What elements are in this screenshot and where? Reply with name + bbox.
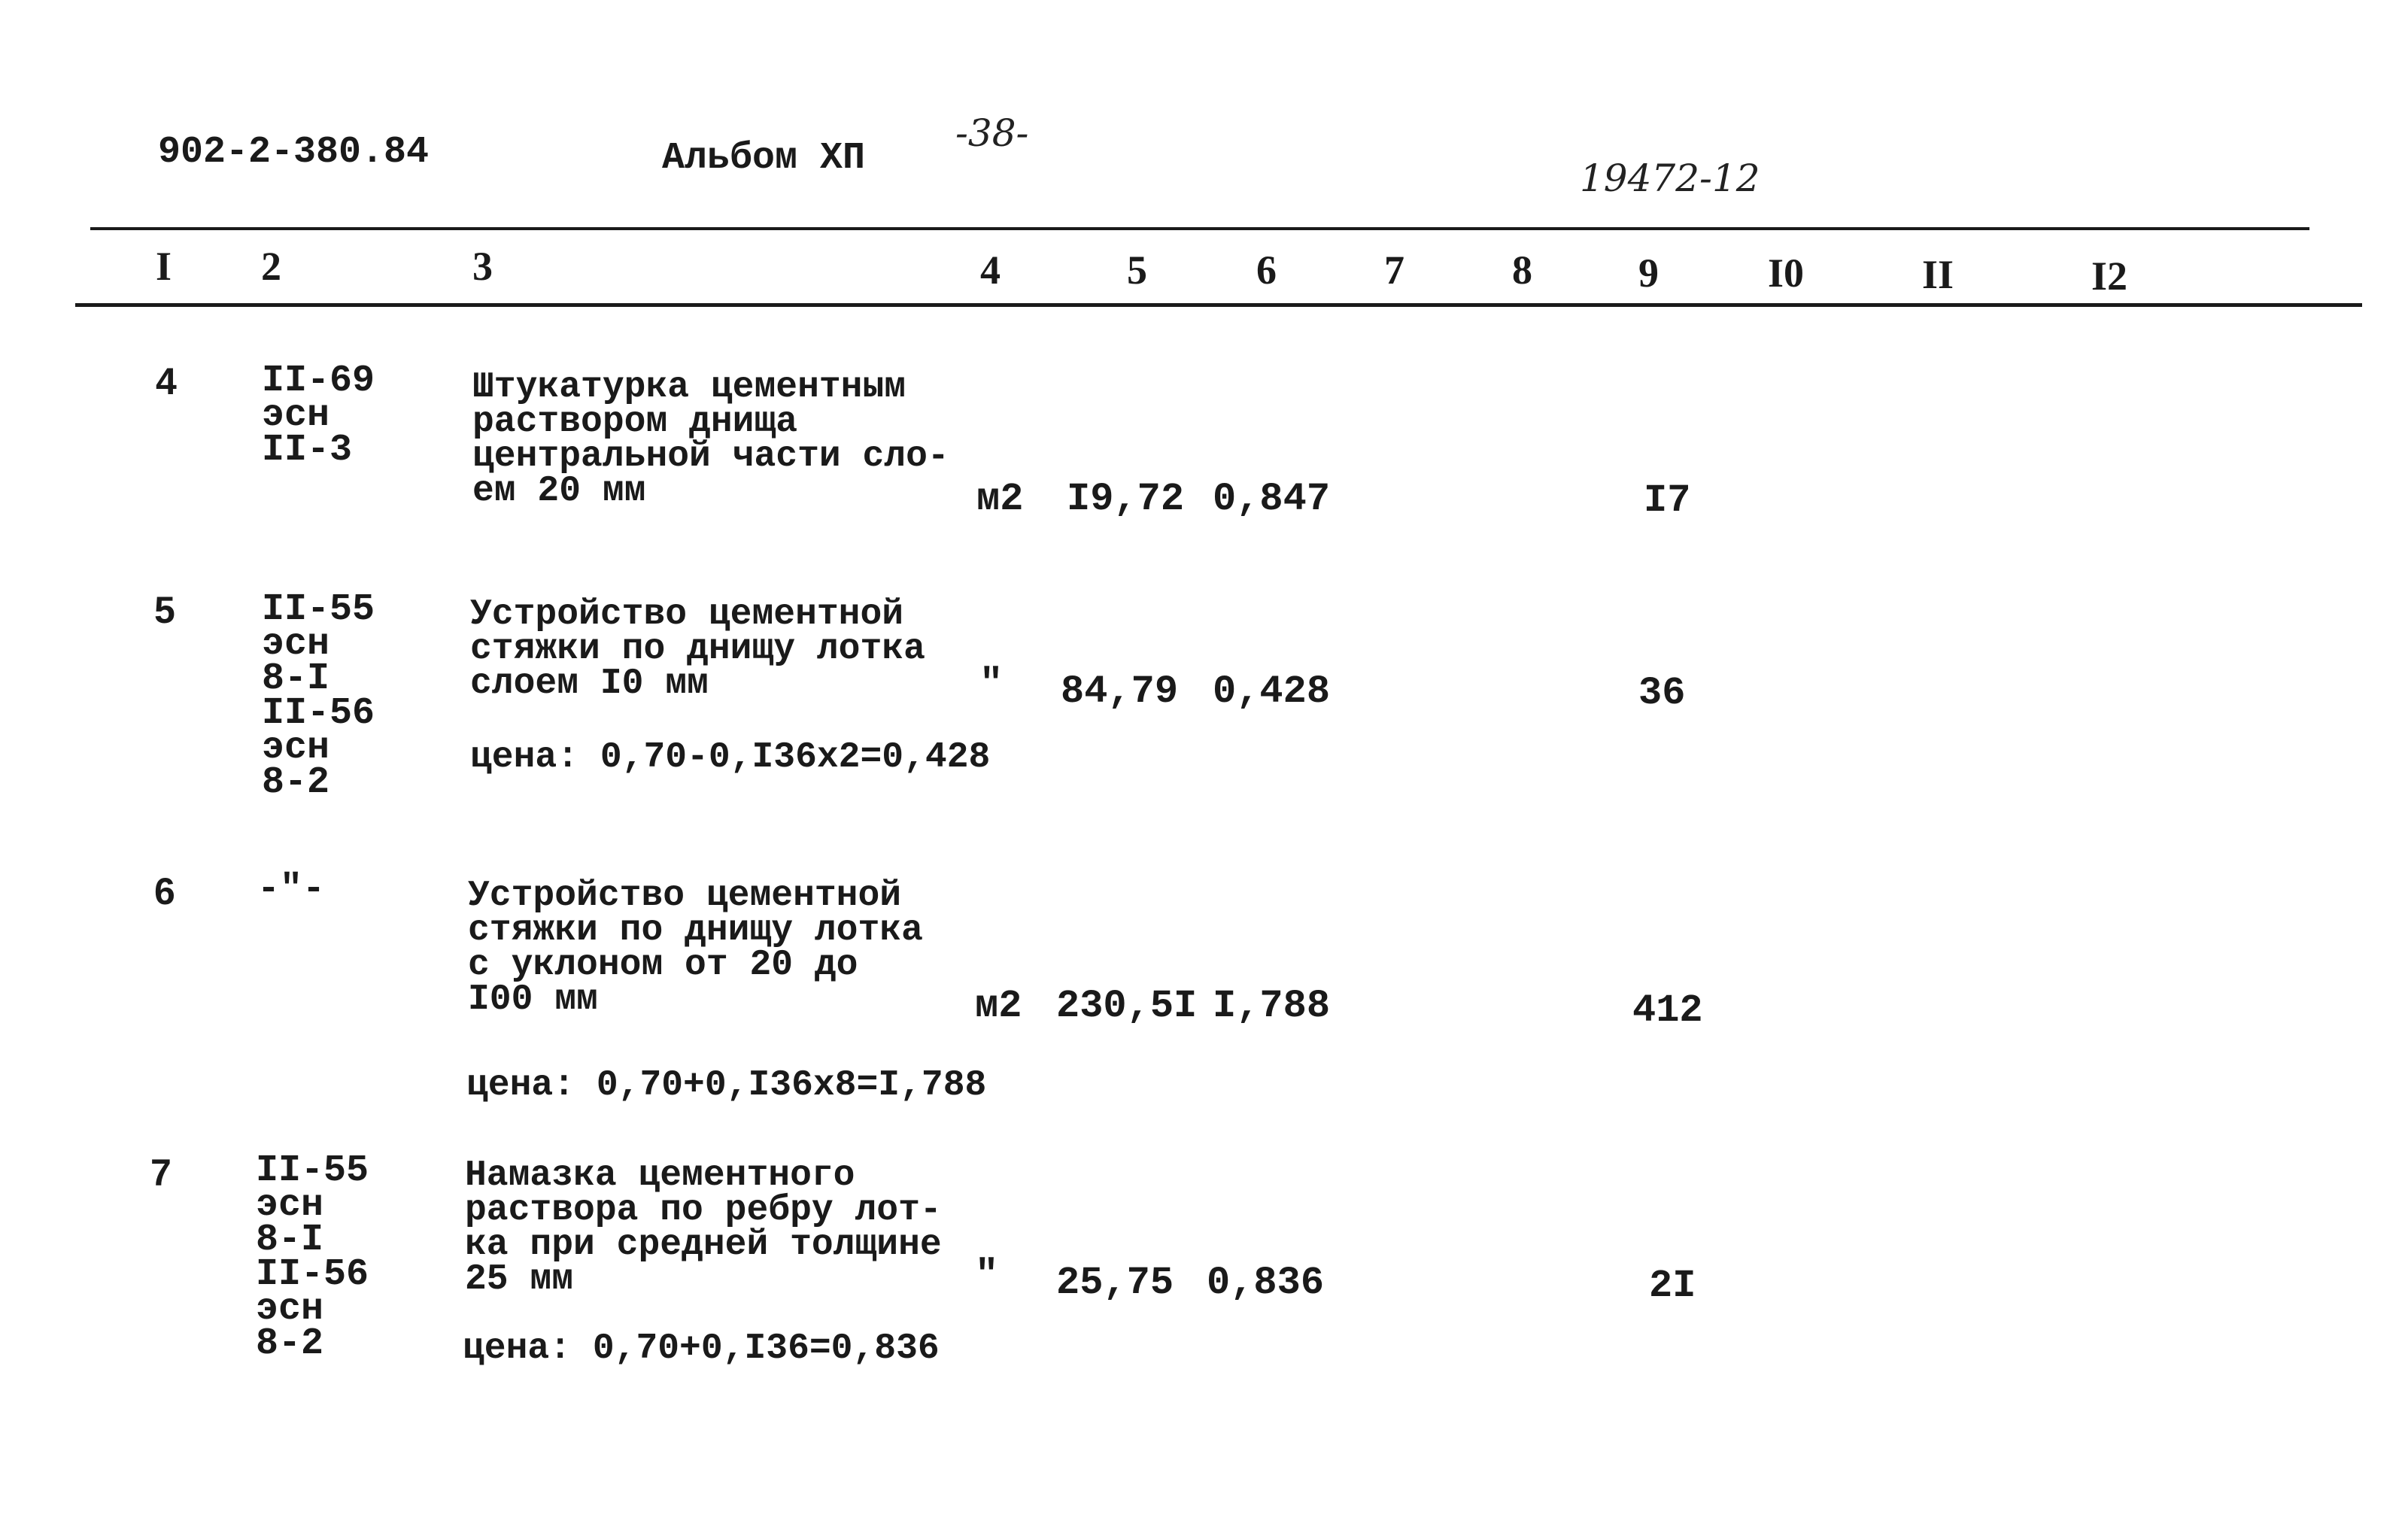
estimate-code: II-69 bbox=[262, 360, 375, 402]
unit-cost: 0,836 bbox=[1207, 1261, 1325, 1305]
work-description: стяжки по днищу лотка bbox=[470, 629, 925, 669]
estimate-code: 8-I bbox=[256, 1219, 324, 1261]
work-description: Устройство цементной bbox=[470, 594, 904, 635]
column-header: 9 bbox=[1638, 250, 1659, 296]
column-header: 2 bbox=[261, 244, 281, 289]
page-mark: -38- bbox=[955, 111, 1029, 155]
album-label: Альбом XП bbox=[662, 137, 866, 180]
estimate-code: эсн bbox=[256, 1288, 324, 1331]
price-note: цена: 0,70+0,I36х8=I,788 bbox=[466, 1065, 987, 1106]
work-description: I00 мм bbox=[468, 979, 598, 1020]
unit: м2 bbox=[976, 477, 1024, 521]
column-header: 7 bbox=[1384, 247, 1404, 293]
quantity: 84,79 bbox=[1061, 669, 1179, 714]
column-header: 4 bbox=[980, 247, 1001, 293]
table-top-rule bbox=[90, 227, 2309, 230]
row-number: 4 bbox=[156, 360, 177, 402]
row-number: 6 bbox=[154, 870, 175, 912]
estimate-code: 8-2 bbox=[256, 1322, 324, 1365]
work-description: раствором днища bbox=[472, 402, 798, 442]
row-number: 7 bbox=[150, 1152, 172, 1194]
column-header: 3 bbox=[472, 244, 493, 289]
estimate-code: -"- bbox=[257, 868, 326, 911]
unit: " bbox=[979, 662, 1004, 706]
estimate-code: эсн bbox=[262, 727, 330, 770]
column-header: I0 bbox=[1768, 250, 1805, 296]
work-description: Устройство цементной bbox=[468, 876, 902, 916]
estimate-code: II-3 bbox=[262, 429, 353, 472]
quantity: 25,75 bbox=[1056, 1261, 1174, 1305]
column-header: I bbox=[156, 244, 172, 289]
column-header: I2 bbox=[2091, 253, 2128, 299]
work-description: стяжки по днищу лотка bbox=[468, 910, 923, 951]
estimate-code: эсн bbox=[262, 623, 330, 666]
work-description: Намазка цементного bbox=[465, 1155, 855, 1196]
estimate-code: 8-2 bbox=[262, 761, 330, 804]
document-number: 902-2-380.84 bbox=[158, 131, 430, 174]
work-description: центральной части сло- bbox=[472, 436, 949, 477]
estimate-code: эсн bbox=[262, 394, 330, 437]
estimate-code: II-55 bbox=[256, 1149, 369, 1192]
work-description: раствора по ребру лот- bbox=[465, 1190, 942, 1231]
estimate-code: эсн bbox=[256, 1184, 324, 1227]
work-description: с уклоном от 20 до bbox=[468, 945, 858, 985]
inventory-number: 19472-12 bbox=[1580, 156, 1760, 200]
total-cost: I7 bbox=[1644, 478, 1691, 523]
column-header: 8 bbox=[1512, 247, 1532, 293]
row-number: 5 bbox=[154, 589, 175, 631]
total-cost: 412 bbox=[1632, 988, 1703, 1033]
quantity: I9,72 bbox=[1067, 477, 1185, 521]
estimate-code: II-56 bbox=[256, 1253, 369, 1296]
column-header: II bbox=[1922, 252, 1954, 297]
table-header-rule bbox=[75, 303, 2362, 307]
price-note: цена: 0,70+0,I36=0,836 bbox=[463, 1328, 940, 1369]
unit-cost: 0,428 bbox=[1213, 669, 1331, 714]
work-description: Штукатурка цементным bbox=[472, 367, 906, 408]
estimate-code: 8-I bbox=[262, 657, 330, 700]
column-header: 5 bbox=[1127, 247, 1147, 293]
work-description: слоем I0 мм bbox=[470, 663, 709, 704]
unit: м2 bbox=[975, 984, 1022, 1028]
work-description: 25 мм bbox=[465, 1259, 574, 1300]
quantity: 230,5I bbox=[1056, 984, 1198, 1028]
work-description: ка при средней толщине bbox=[465, 1225, 942, 1265]
total-cost: 2I bbox=[1649, 1264, 1696, 1308]
work-description: ем 20 мм bbox=[472, 471, 646, 512]
unit-cost: 0,847 bbox=[1213, 477, 1331, 521]
estimate-code: II-55 bbox=[262, 588, 375, 631]
unit: " bbox=[975, 1253, 999, 1298]
column-header: 6 bbox=[1256, 247, 1277, 293]
price-note: цена: 0,70-0,I36х2=0,428 bbox=[470, 737, 991, 778]
estimate-code: II-56 bbox=[262, 692, 375, 735]
total-cost: 36 bbox=[1638, 671, 1686, 715]
unit-cost: I,788 bbox=[1213, 984, 1331, 1028]
